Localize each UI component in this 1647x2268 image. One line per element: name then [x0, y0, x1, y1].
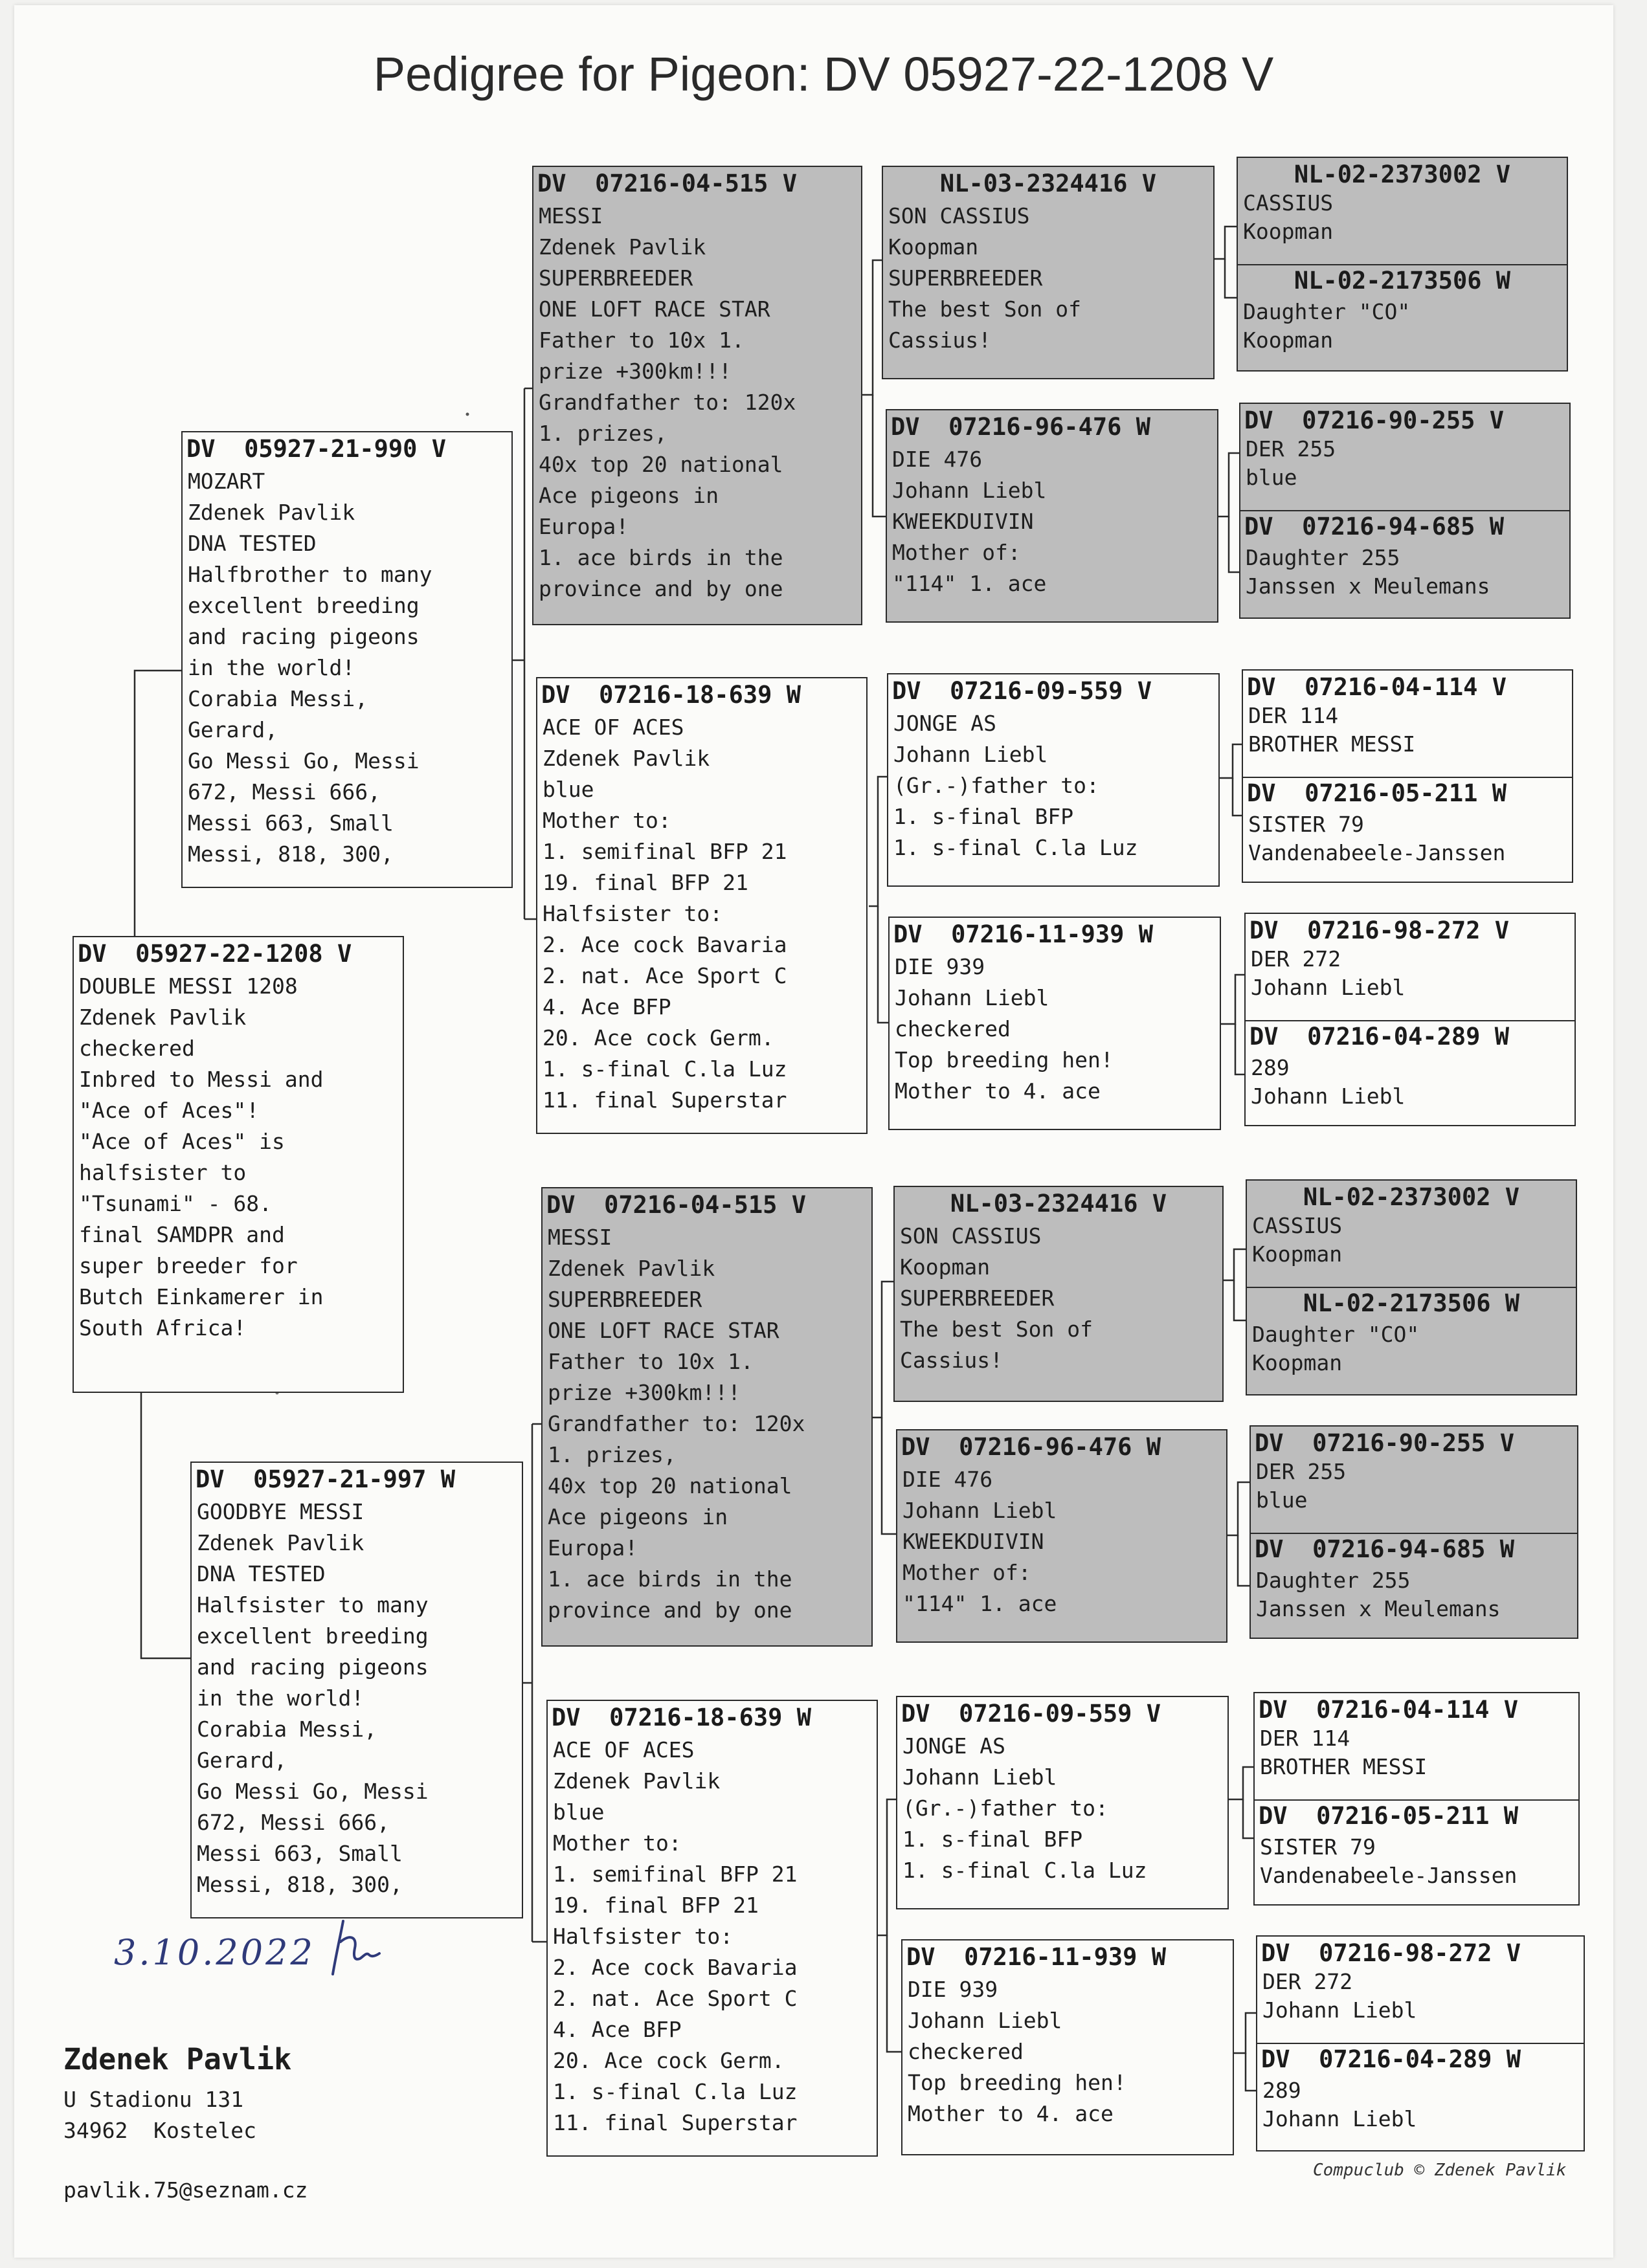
- ring-number: DV 05927-21-997 W: [196, 1465, 455, 1493]
- ring-number: NL-03-2324416 V: [939, 170, 1157, 197]
- pigeon-details: DER 114 BROTHER MESSI: [1260, 1726, 1428, 1779]
- pigeon-card-die-476: [886, 409, 1218, 623]
- pigeon-cell-daughter-255: [1240, 510, 1569, 617]
- pigeon-cell-sister-79: [1255, 1799, 1578, 1904]
- address-street: U Stadionu 131: [63, 2087, 244, 2112]
- pigeon-details: ACE OF ACES Zdenek Pavlik blue Mother to: 1. semifinal BFP 21 19. final BFP 21 Halfsister to: 2. Ace cock Bavaria 2. nat. Ace Sport C 4. Ace BFP 20. Ace cock Germ. 1. s-final C.la Luz 11. final Superstar: [553, 1737, 798, 2135]
- pigeon-card-die-939: [888, 917, 1221, 1130]
- footer-credit: Compuclub © Zdenek Pavlik: [1313, 2161, 1567, 2180]
- breeder-email: pavlik.75@seznam.cz: [63, 2177, 308, 2203]
- pigeon-details: DIE 939 Johann Liebl checkered Top breeding hen! Mother to 4. ace: [908, 1977, 1126, 2126]
- pair-card-der-255-daughter-255: [1249, 1425, 1578, 1639]
- pigeon-cell-der-114: [1243, 671, 1572, 778]
- pigeon-details: SON CASSIUS Koopman SUPERBREEDER The best Son of Cassius!: [888, 203, 1082, 353]
- pair-card-der-272-289: [1256, 1935, 1585, 2151]
- pigeon-details: SON CASSIUS Koopman SUPERBREEDER The best Son of Cassius!: [900, 1223, 1093, 1373]
- address-city: 34962 Kostelec: [63, 2118, 257, 2143]
- ring-number: DV 07216-98-272 V: [1261, 1939, 1521, 1967]
- pigeon-details: DIE 939 Johann Liebl checkered Top breeding hen! Mother to 4. ace: [895, 954, 1114, 1104]
- ring-number: NL-03-2324416 V: [950, 1190, 1167, 1217]
- pigeon-card-jonge-as: [887, 673, 1220, 887]
- pigeon-cell-daughter-255: [1251, 1533, 1577, 1638]
- granddam-ace-of-aces-card: [546, 1700, 878, 2157]
- ring-number: DV 07216-04-289 W: [1249, 1023, 1509, 1051]
- pigeon-cell-sister-79: [1243, 777, 1572, 882]
- pigeon-cell-289: [1257, 2043, 1584, 2150]
- pigeon-details: GOODBYE MESSI Zdenek Pavlik DNA TESTED Halfsister to many excellent breeding and racing pigeons in the world! Corabia Messi, Gerard, Go Messi Go, Messi 672, Messi 666, Messi 663, Small Messi, 818, 300,: [197, 1499, 429, 1897]
- pigeon-details: Daughter 255 Janssen x Meulemans: [1256, 1568, 1501, 1621]
- pigeon-details: DIE 476 Johann Liebl KWEEKDUIVIN Mother of: "114" 1. ace: [892, 447, 1047, 596]
- pair-card-der-114-sister-79: [1253, 1692, 1580, 1906]
- ring-number: DV 05927-22-1208 V: [78, 940, 352, 968]
- pigeon-cell-daughter-co: [1247, 1287, 1576, 1394]
- ring-number: DV 05927-21-990 V: [186, 435, 446, 463]
- pigeon-details: DER 272 Johann Liebl: [1251, 946, 1406, 1000]
- pigeon-cell-der-255: [1240, 404, 1569, 511]
- pigeon-cell-der-114: [1255, 1693, 1578, 1801]
- ring-number: DV 07216-09-559 V: [892, 677, 1152, 705]
- ring-number: DV 07216-05-211 W: [1247, 779, 1507, 807]
- pigeon-cell-289: [1246, 1020, 1574, 1125]
- pigeon-details: 289 Johann Liebl: [1262, 2078, 1417, 2131]
- ring-number: DV 07216-94-685 W: [1255, 1535, 1514, 1563]
- ring-number: DV 07216-94-685 W: [1244, 513, 1504, 540]
- pigeon-details: JONGE AS Johann Liebl (Gr.-)father to: 1. s-final BFP 1. s-final C.la Luz: [902, 1733, 1147, 1883]
- father-pigeon-card: [181, 431, 513, 888]
- pigeon-card-die-476: [896, 1429, 1227, 1643]
- pigeon-details: ACE OF ACES Zdenek Pavlik blue Mother to: 1. semifinal BFP 21 19. final BFP 21 Halfsister to: 2. Ace cock Bavaria 2. nat. Ace Sport C 4. Ace BFP 20. Ace cock Germ. 1. s-final C.la Luz 11. final Superstar: [543, 715, 787, 1113]
- pigeon-details: MESSI Zdenek Pavlik SUPERBREEDER ONE LOFT RACE STAR Father to 10x 1. prize +300km!!! Grandfather to: 120x 1. prizes, 40x top 20 national Ace pigeons in Europa! 1. ace birds in the province and by one: [548, 1225, 805, 1623]
- pigeon-cell-daughter-co: [1238, 264, 1567, 370]
- pigeon-card-son-cassius: [882, 166, 1215, 379]
- ring-number: DV 07216-18-639 W: [541, 681, 801, 709]
- pigeon-details: DER 114 BROTHER MESSI: [1248, 703, 1416, 757]
- pigeon-details: MESSI Zdenek Pavlik SUPERBREEDER ONE LOFT RACE STAR Father to 10x 1. prize +300km!!! Grandfather to: 120x 1. prizes, 40x top 20 national Ace pigeons in Europa! 1. ace birds in the province and by one: [539, 203, 796, 601]
- pigeon-cell-der-255: [1251, 1427, 1577, 1534]
- pair-card-der-114-sister-79: [1242, 669, 1573, 883]
- ring-number: DV 07216-04-114 V: [1247, 673, 1507, 701]
- pigeon-cell-cassius: [1238, 158, 1567, 265]
- ring-number: NL-02-2173506 W: [1303, 1289, 1520, 1317]
- pigeon-details: CASSIUS Koopman: [1243, 190, 1334, 244]
- ring-number: DV 07216-90-255 V: [1255, 1429, 1514, 1457]
- pigeon-cell-der-272: [1246, 914, 1574, 1021]
- pigeon-details: DOUBLE MESSI 1208 Zdenek Pavlik checkered Inbred to Messi and "Ace of Aces"! "Ace of Aces" is halfsister to "Tsunami" - 68. final SAMDPR and super breeder for Butch Einkamerer in South Africa!: [79, 973, 324, 1340]
- grandsire-messi-card: [541, 1187, 873, 1647]
- grandsire-messi-card: [532, 166, 862, 625]
- pigeon-details: SISTER 79 Vandenabeele-Janssen: [1260, 1834, 1518, 1888]
- mother-pigeon-card: [190, 1462, 523, 1918]
- pigeon-details: DER 255 blue: [1246, 436, 1336, 490]
- ring-number: DV 07216-98-272 V: [1249, 917, 1509, 944]
- pair-card-der-272-289: [1244, 913, 1576, 1126]
- ring-number: DV 07216-05-211 W: [1259, 1802, 1518, 1830]
- pair-card-cassius-daughter-co: [1237, 157, 1568, 372]
- breeder-name: Zdenek Pavlik: [63, 2042, 292, 2076]
- ring-number: DV 07216-96-476 W: [901, 1433, 1161, 1461]
- ring-number: DV 07216-04-515 V: [546, 1191, 806, 1219]
- ring-number: DV 07216-96-476 W: [891, 413, 1150, 441]
- pigeon-details: CASSIUS Koopman: [1252, 1213, 1343, 1267]
- pigeon-details: 289 Johann Liebl: [1251, 1055, 1406, 1109]
- pair-card-der-255-daughter-255: [1239, 403, 1571, 619]
- ring-number: DV 07216-04-515 V: [537, 170, 797, 197]
- pigeon-card-son-cassius: [893, 1186, 1224, 1402]
- ring-number: DV 07216-09-559 V: [901, 1700, 1161, 1728]
- ring-number: DV 07216-11-939 W: [893, 920, 1153, 948]
- breeder-address: [63, 2040, 308, 2206]
- pigeon-details: Daughter "CO" Koopman: [1252, 1322, 1420, 1375]
- ring-number: DV 07216-11-939 W: [906, 1943, 1166, 1971]
- pigeon-details: MOZART Zdenek Pavlik DNA TESTED Halfbrother to many excellent breeding and racing pigeons in the world! Corabia Messi, Gerard, Go Messi Go, Messi 672, Messi 666, Messi 663, Small Messi, 818, 300,: [188, 469, 432, 867]
- pigeon-details: DER 272 Johann Liebl: [1262, 1969, 1417, 2023]
- ring-number: DV 07216-90-255 V: [1244, 406, 1504, 434]
- ring-number: NL-02-2173506 W: [1294, 267, 1511, 295]
- pigeon-cell-der-272: [1257, 1937, 1584, 2044]
- ring-number: DV 07216-04-114 V: [1259, 1696, 1518, 1724]
- pigeon-details: JONGE AS Johann Liebl (Gr.-)father to: 1. s-final BFP 1. s-final C.la Luz: [893, 711, 1138, 860]
- pigeon-details: DER 255 blue: [1256, 1459, 1347, 1513]
- ring-number: NL-02-2373002 V: [1294, 161, 1511, 188]
- pigeon-card-die-939: [901, 1939, 1234, 2155]
- ring-number: DV 07216-04-289 W: [1261, 2045, 1521, 2073]
- granddam-ace-of-aces-card: [536, 677, 868, 1134]
- pigeon-details: Daughter "CO" Koopman: [1243, 299, 1411, 353]
- ring-number: DV 07216-18-639 W: [552, 1704, 811, 1731]
- ring-number: NL-02-2373002 V: [1303, 1183, 1520, 1211]
- pair-card-cassius-daughter-co: [1246, 1179, 1577, 1395]
- page-title: Pedigree for Pigeon: DV 05927-22-1208 V: [373, 47, 1274, 101]
- pigeon-details: Daughter 255 Janssen x Meulemans: [1246, 545, 1490, 599]
- pigeon-details: SISTER 79 Vandenabeele-Janssen: [1248, 812, 1506, 865]
- pigeon-details: DIE 476 Johann Liebl KWEEKDUIVIN Mother of: "114" 1. ace: [902, 1467, 1057, 1616]
- signature-icon: [324, 1916, 453, 1981]
- pigeon-card-jonge-as: [896, 1696, 1229, 1909]
- pigeon-cell-cassius: [1247, 1181, 1576, 1288]
- handwritten-date: 3.10.2022: [114, 1932, 315, 1973]
- subject-pigeon-card: [73, 936, 404, 1393]
